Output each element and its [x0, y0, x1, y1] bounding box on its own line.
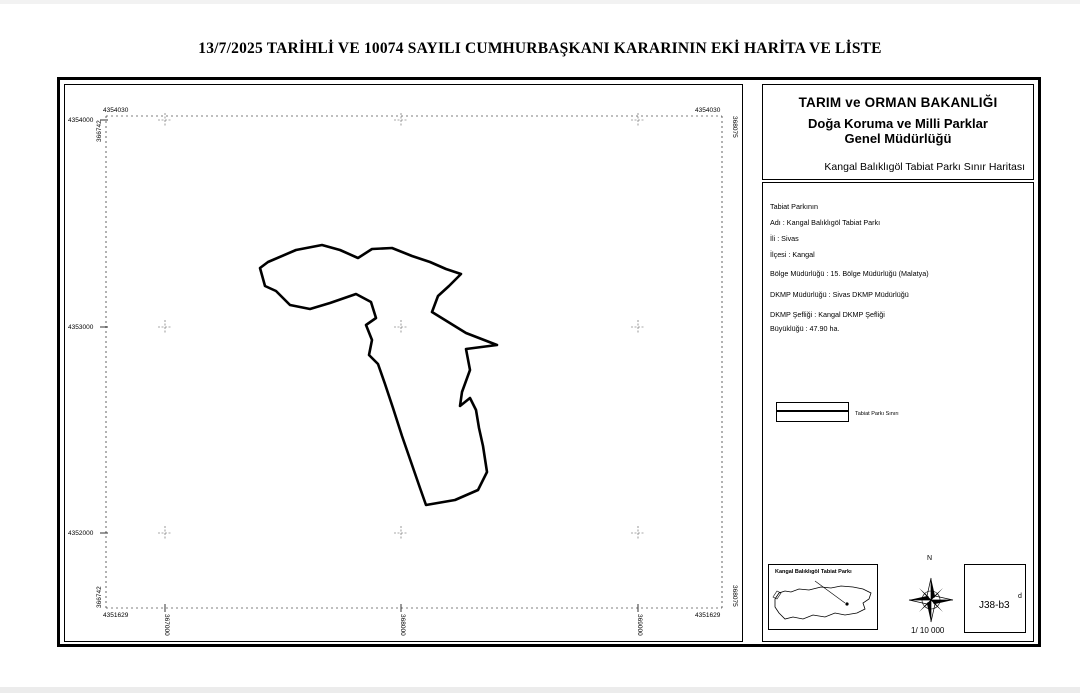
map-frame: [64, 84, 743, 642]
map-title: Kangal Balıklıgöl Tabiat Parkı Sınır Haritası: [824, 161, 1025, 173]
coord-n-4352000: 4352000: [68, 530, 94, 537]
coord-e-369000: 369000: [636, 614, 643, 636]
top-strip: [0, 0, 1080, 4]
legend-boundary-symbol: [776, 402, 849, 422]
inset-location-map: [768, 564, 878, 630]
map-scale: 1/ 10 000: [911, 626, 945, 635]
title-block: [762, 84, 1034, 180]
coord-e-left-top: 366742: [96, 120, 103, 142]
north-arrow-icon: [906, 575, 956, 625]
inset-label: Kangal Balıklıgöl Tabiat Parkı: [775, 569, 852, 575]
info-dkmp-chief: DKMP Şefliği : Kangal DKMP Şefliği: [770, 310, 885, 319]
sheet-suffix: d: [1018, 593, 1022, 600]
info-heading: Tabiat Parkının: [770, 202, 818, 211]
coord-e-right-bottom: 368075: [731, 585, 738, 607]
department-line1: Doğa Koruma ve Milli Parklar: [808, 116, 988, 131]
coord-top-left: 4354030: [103, 107, 129, 114]
bottom-strip: [0, 687, 1080, 693]
coord-bottom-left: 4351629: [103, 612, 129, 619]
info-size: Büyüklüğü : 47.90 ha.: [770, 324, 840, 333]
coord-e-left-bottom: 366742: [96, 586, 103, 608]
sheet-index-box: [964, 564, 1026, 633]
document-title: 13/7/2025 TARİHLİ VE 10074 SAYILI CUMHURBAŞKANI KARARININ EKİ HARİTA VE LİSTE: [198, 40, 882, 57]
coord-e-367000: 367000: [163, 614, 170, 636]
coord-bottom-right: 4351629: [695, 612, 721, 619]
coord-e-right-top: 368075: [731, 116, 738, 138]
department-line2: Genel Müdürlüğü: [844, 131, 952, 146]
sheet-number: J38-b3: [979, 600, 1010, 611]
info-regional: Bölge Müdürlüğü : 15. Bölge Müdürlüğü (Malatya): [770, 269, 929, 278]
legend-boundary-label: Tabiat Parkı Sınırı: [855, 411, 899, 417]
north-label: N: [927, 555, 933, 562]
info-dkmp-directorate: DKMP Müdürlüğü : Sivas DKMP Müdürlüğü: [770, 290, 909, 299]
coord-n-4353000: 4353000: [68, 324, 94, 331]
info-name: Adı : Kangal Balıklıgöl Tabiat Parkı: [770, 218, 881, 227]
coord-top-right: 4354030: [695, 107, 721, 114]
coord-n-4354000: 4354000: [68, 117, 94, 124]
coord-e-368000: 368000: [399, 614, 406, 636]
info-province: İli : Sivas: [770, 234, 799, 243]
ministry-name: TARIM ve ORMAN BAKANLIĞI: [798, 95, 998, 110]
info-district: İlçesi : Kangal: [770, 250, 815, 259]
turkey-outline-icon: [769, 573, 877, 629]
